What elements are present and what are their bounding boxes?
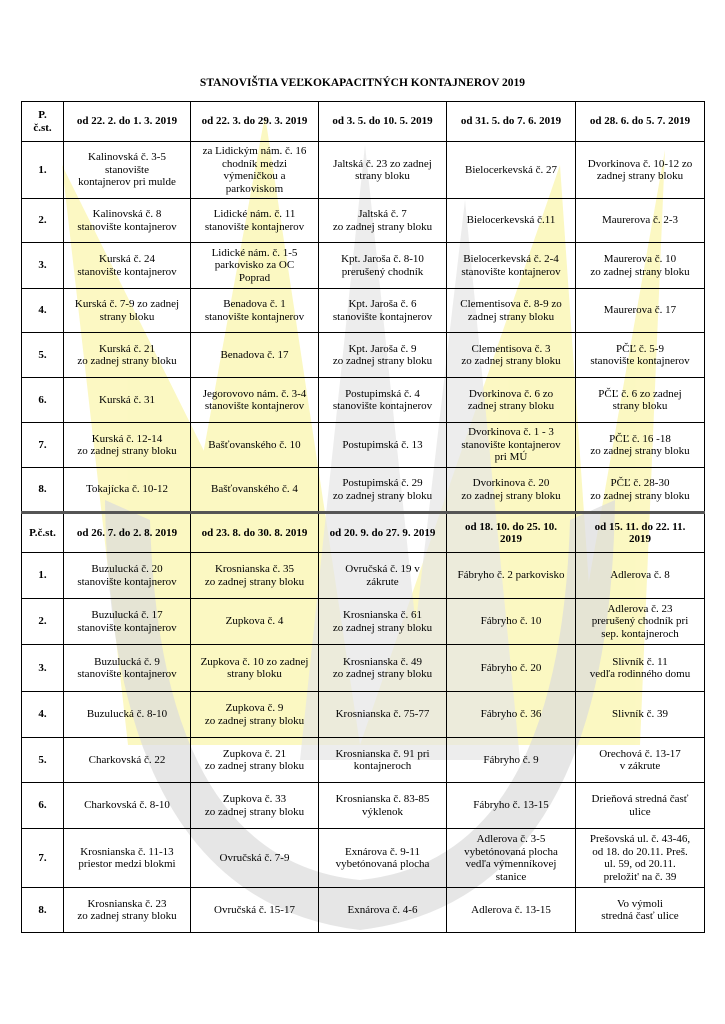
location-cell: Buzulucká č. 20 stanovište kontajnerov — [64, 553, 191, 599]
location-cell: Maurerova č. 17 — [576, 289, 705, 333]
location-cell: Jaltská č. 7 zo zadnej strany bloku — [319, 199, 447, 243]
location-cell: Krosnianska č. 49 zo zadnej strany bloku — [319, 645, 447, 692]
col-header-station-number: P.č.st. — [22, 513, 64, 553]
location-cell: Kpt. Jaroša č. 8-10 prerušený chodník — [319, 243, 447, 289]
location-cell: Krosnianska č. 11-13 priestor medzi blokmi — [64, 829, 191, 888]
location-cell: Adlerova č. 23 prerušený chodník pri sep. kontajneroch — [576, 599, 705, 645]
location-cell: Zupkova č. 33 zo zadnej strany bloku — [191, 783, 319, 829]
location-cell: Krosnianska č. 83-85 výklenok — [319, 783, 447, 829]
col-header-period: od 26. 7. do 2. 8. 2019 — [64, 513, 191, 553]
location-cell: Dvorkinova č. 20 zo zadnej strany bloku — [447, 468, 576, 513]
table-row — [22, 599, 705, 645]
location-cell: Tokajícka č. 10-12 — [64, 468, 191, 513]
header-row — [22, 513, 705, 553]
table-row — [22, 645, 705, 692]
table-row — [22, 199, 705, 243]
station-number: 6. — [22, 378, 64, 423]
station-number: 5. — [22, 333, 64, 378]
location-cell: Bašťovanského č. 10 — [191, 423, 319, 468]
table-row — [22, 738, 705, 783]
location-cell: Dvorkinova č. 1 - 3 stanovište kontajnerov pri MÚ — [447, 423, 576, 468]
station-number: 6. — [22, 783, 64, 829]
location-cell: Ovručská č. 15-17 — [191, 888, 319, 933]
location-cell: Fábryho č. 2 parkovisko — [447, 553, 576, 599]
location-cell: Lidické nám. č. 1-5 parkovisko za OC Poprad — [191, 243, 319, 289]
station-number: 8. — [22, 468, 64, 513]
location-cell: Clementisova č. 3 zo zadnej strany bloku — [447, 333, 576, 378]
location-cell: Kalinovská č. 8 stanovište kontajnerov — [64, 199, 191, 243]
table-row — [22, 888, 705, 933]
location-cell: Dvorkinova č. 10-12 zo zadnej strany bloku — [576, 142, 705, 199]
col-header-period: od 31. 5. do 7. 6. 2019 — [447, 102, 576, 142]
location-cell: Bielocerkevská č. 27 — [447, 142, 576, 199]
station-number: 4. — [22, 289, 64, 333]
location-cell: Fábryho č. 13-15 — [447, 783, 576, 829]
table-row — [22, 333, 705, 378]
table-row — [22, 783, 705, 829]
location-cell: Drieňová stredná časť ulice — [576, 783, 705, 829]
table-row — [22, 289, 705, 333]
location-cell: Ovručská č. 7-9 — [191, 829, 319, 888]
location-cell: Charkovská č. 8-10 — [64, 783, 191, 829]
table-row — [22, 692, 705, 738]
location-cell: PČĽ č. 16 -18 zo zadnej strany bloku — [576, 423, 705, 468]
station-number: 3. — [22, 243, 64, 289]
location-cell: Adlerova č. 8 — [576, 553, 705, 599]
location-cell: Maurerova č. 10 zo zadnej strany bloku — [576, 243, 705, 289]
location-cell: Fábryho č. 9 — [447, 738, 576, 783]
table-row — [22, 829, 705, 888]
location-cell: Dvorkinova č. 6 zo zadnej strany bloku — [447, 378, 576, 423]
table-row — [22, 423, 705, 468]
location-cell: Exnárova č. 9-11 vybetónovaná plocha — [319, 829, 447, 888]
location-cell: Charkovská č. 22 — [64, 738, 191, 783]
location-cell: PČĽ č. 28-30 zo zadnej strany bloku — [576, 468, 705, 513]
col-header-station-number: P. č.st. — [22, 102, 64, 142]
location-cell: Krosnianska č. 75-77 — [319, 692, 447, 738]
location-cell: PČĽ č. 5-9 stanovište kontajnerov — [576, 333, 705, 378]
station-number: 2. — [22, 199, 64, 243]
col-header-period: od 20. 9. do 27. 9. 2019 — [319, 513, 447, 553]
header-row — [22, 102, 705, 142]
table-row — [22, 468, 705, 513]
location-cell: Fábryho č. 10 — [447, 599, 576, 645]
location-cell: Krosnianska č. 35 zo zadnej strany bloku — [191, 553, 319, 599]
location-cell: Bielocerkevská č.11 — [447, 199, 576, 243]
location-cell: Orechová č. 13-17 v zákrute — [576, 738, 705, 783]
location-cell: Postupimská č. 13 — [319, 423, 447, 468]
col-header-period: od 3. 5. do 10. 5. 2019 — [319, 102, 447, 142]
location-cell: Adlerova č. 3-5 vybetónovaná plocha vedľa výmenníkovej stanice — [447, 829, 576, 888]
table-row — [22, 142, 705, 199]
location-cell: za Lidickým nám. č. 16 chodník medzi výmeničkou a parkoviskom — [191, 142, 319, 199]
col-header-period: od 22. 3. do 29. 3. 2019 — [191, 102, 319, 142]
location-cell: Zupkova č. 21 zo zadnej strany bloku — [191, 738, 319, 783]
col-header-period: od 18. 10. do 25. 10. 2019 — [447, 513, 576, 553]
location-cell: Kpt. Jaroša č. 6 stanovište kontajnerov — [319, 289, 447, 333]
location-cell: Kurská č. 24 stanovište kontajnerov — [64, 243, 191, 289]
location-cell: Fábryho č. 20 — [447, 645, 576, 692]
location-cell: Bašťovanského č. 4 — [191, 468, 319, 513]
location-cell: Krosnianska č. 91 pri kontajneroch — [319, 738, 447, 783]
location-cell: Buzulucká č. 9 stanovište kontajnerov — [64, 645, 191, 692]
station-number: 1. — [22, 553, 64, 599]
location-cell: Fábryho č. 36 — [447, 692, 576, 738]
location-cell: Kalinovská č. 3-5 stanovište kontajnerov pri mulde — [64, 142, 191, 199]
location-cell: Postupimská č. 29 zo zadnej strany bloku — [319, 468, 447, 513]
location-cell: Zupkova č. 10 zo zadnej strany bloku — [191, 645, 319, 692]
location-cell: Benadova č. 17 — [191, 333, 319, 378]
location-cell: Kpt. Jaroša č. 9 zo zadnej strany bloku — [319, 333, 447, 378]
location-cell: Postupimská č. 4 stanovište kontajnerov — [319, 378, 447, 423]
location-cell: Buzulucká č. 17 stanovište kontajnerov — [64, 599, 191, 645]
location-cell: Kurská č. 31 — [64, 378, 191, 423]
location-cell: Jaltská č. 23 zo zadnej strany bloku — [319, 142, 447, 199]
station-number: 1. — [22, 142, 64, 199]
table-row — [22, 553, 705, 599]
table-row — [22, 243, 705, 289]
location-cell: PČĽ č. 6 zo zadnej strany bloku — [576, 378, 705, 423]
station-number: 3. — [22, 645, 64, 692]
location-cell: Zupkova č. 4 — [191, 599, 319, 645]
station-number: 7. — [22, 423, 64, 468]
location-cell: Exnárova č. 4-6 — [319, 888, 447, 933]
location-cell: Adlerova č. 13-15 — [447, 888, 576, 933]
location-cell: Benadova č. 1 stanovište kontajnerov — [191, 289, 319, 333]
location-cell: Krosnianska č. 23 zo zadnej strany bloku — [64, 888, 191, 933]
location-cell: Slivník č. 39 — [576, 692, 705, 738]
location-cell: Ovručská č. 19 v zákrute — [319, 553, 447, 599]
location-cell: Zupkova č. 9 zo zadnej strany bloku — [191, 692, 319, 738]
schedule-table — [21, 101, 705, 933]
location-cell: Clementisova č. 8-9 zo zadnej strany bloku — [447, 289, 576, 333]
station-number: 2. — [22, 599, 64, 645]
location-cell: Kurská č. 12-14 zo zadnej strany bloku — [64, 423, 191, 468]
station-number: 7. — [22, 829, 64, 888]
location-cell: Vo výmoli stredná časť ulice — [576, 888, 705, 933]
location-cell: Slivník č. 11 vedľa rodinného domu — [576, 645, 705, 692]
col-header-period: od 22. 2. do 1. 3. 2019 — [64, 102, 191, 142]
col-header-period: od 28. 6. do 5. 7. 2019 — [576, 102, 705, 142]
location-cell: Kurská č. 21 zo zadnej strany bloku — [64, 333, 191, 378]
station-number: 5. — [22, 738, 64, 783]
table-row — [22, 378, 705, 423]
location-cell: Krosnianska č. 61 zo zadnej strany bloku — [319, 599, 447, 645]
col-header-period: od 15. 11. do 22. 11. 2019 — [576, 513, 705, 553]
page-title: STANOVIŠTIA VEĽKOKAPACITNÝCH KONTAJNEROV 2019 — [199, 77, 526, 89]
station-number: 4. — [22, 692, 64, 738]
station-number: 8. — [22, 888, 64, 933]
location-cell: Jegorovovo nám. č. 3-4 stanovište kontajnerov — [191, 378, 319, 423]
location-cell: Kurská č. 7-9 zo zadnej strany bloku — [64, 289, 191, 333]
location-cell: Prešovská ul. č. 43-46, od 18. do 20.11. Preš. ul. 59, od 20.11. preložit' na č. 39 — [576, 829, 705, 888]
location-cell: Lidické nám. č. 11 stanovište kontajnerov — [191, 199, 319, 243]
location-cell: Bielocerkevská č. 2-4 stanovište kontajnerov — [447, 243, 576, 289]
location-cell: Buzulucká č. 8-10 — [64, 692, 191, 738]
location-cell: Maurerova č. 2-3 — [576, 199, 705, 243]
col-header-period: od 23. 8. do 30. 8. 2019 — [191, 513, 319, 553]
